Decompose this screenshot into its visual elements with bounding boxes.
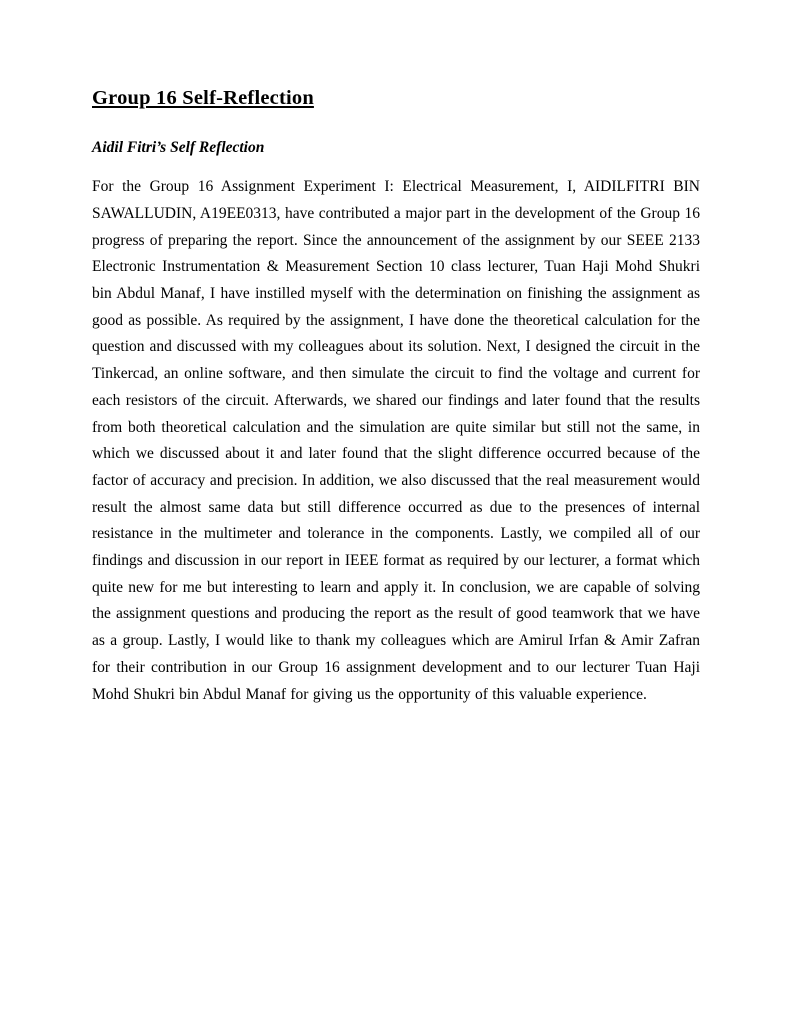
document-title: Group 16 Self-Reflection — [92, 87, 314, 109]
body-paragraph: For the Group 16 Assignment Experiment I: Electrical Measurement, I, AIDILFITRI BIN SAWALLUDIN, A19EE0313, have contributed a major part in the development of the Group 16 progress of preparing the report. Since the announcement of the assignment by our SEEE 2133 Electronic Instrumentation & Measurement Section 10 class lecturer, Tuan Haji Mohd Shukri bin Abdul Manaf, I have instilled myself with the determination on finishing the assignment as good as possible. As required by the assignment, I have done the theoretical calculation for the question and discussed with my colleagues about its solution. Next, I designed the circuit in the Tinkercad, an online software, and then simulate the circuit to find the voltage and current for each resistors of the circuit. Afterwards, we shared our findings and later found that the results from both theoretical calculation and the simulation are quite similar but still not the same, in which we discussed about it and later found that the slight difference occurred because of the factor of accuracy and precision. In addition, we also discussed that the real measurement would result the almost same data but still difference occurred as due to the presences of internal resistance in the multimeter and tolerance in the components. Lastly, we compiled all of our findings and discussion in our report in IEEE format as required by our lecturer, a format which quite new for me but interesting to learn and apply it. In conclusion, we are capable of solving the assignment questions and producing the report as the result of good teamwork that we have as a group. Lastly, I would like to thank my colleagues which are Amirul Irfan & Amir Zafran for their contribution in our Group 16 assignment development and to our lecturer Tuan Haji Mohd Shukri bin Abdul Manaf for giving us the opportunity of this valuable experience. — [92, 178, 700, 703]
section-subtitle: Aidil Fitri’s Self Reflection — [92, 138, 265, 156]
